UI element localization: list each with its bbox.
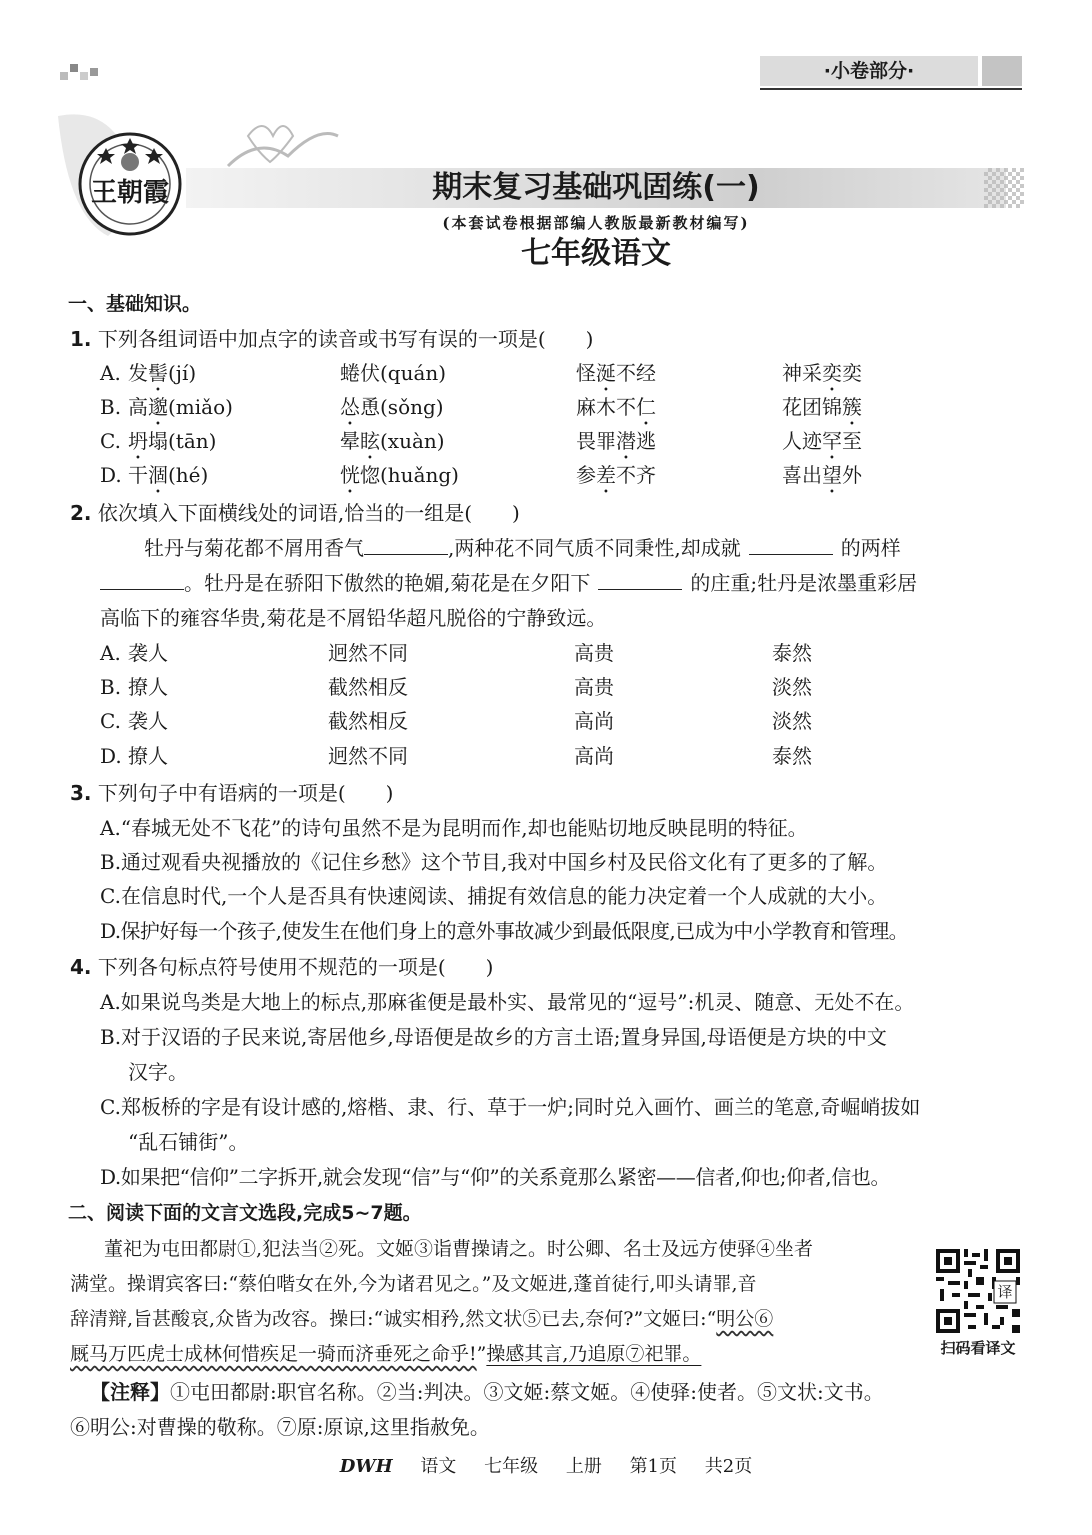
grade-subject: 七年级语文	[521, 236, 671, 271]
q4-option-b-line2: 汉字。	[128, 1060, 188, 1084]
q4-option-a[interactable]: A.如果说鸟类是大地上的标点,那麻雀便是最朴实、最常见的“逗号”:机灵、随意、无处不在。	[100, 990, 915, 1014]
qr-caption: 扫码看译文	[940, 1339, 1016, 1357]
dotted-char: 眩	[360, 429, 380, 453]
q2-stem: 2. 依次填入下面横线处的词语,恰当的一组是( )	[70, 501, 520, 525]
dotted-char: 奕	[822, 361, 842, 385]
publisher-logo	[78, 132, 182, 236]
dotted-char: 潜	[616, 429, 636, 453]
section-tag-bar	[760, 56, 1022, 86]
q3-option-c[interactable]: C.在信息时代,一个人是否具有快速阅读、捕捉有效信息的能力决定着一个人成就的大小。	[100, 884, 888, 908]
dotted-char: 望	[822, 463, 842, 487]
footer-code: DWH	[339, 1456, 393, 1477]
footer-page: 第1页	[629, 1456, 678, 1477]
fill-blank-2[interactable]	[749, 534, 833, 555]
q3-stem: 3. 下列句子中有语病的一项是( )	[70, 781, 394, 805]
footer-grade: 七年级	[484, 1456, 539, 1477]
q1-stem: 1. 下列各组词语中加点字的读音或书写有误的一项是( )	[70, 327, 594, 351]
dotted-char: 涸	[148, 463, 168, 487]
dotted-char: 坍	[128, 429, 148, 453]
footer-total: 共2页	[704, 1456, 753, 1477]
part1-heading: 一、基础知识。	[68, 293, 202, 315]
page-footer	[0, 1454, 1092, 1480]
q4-option-c-line2: “乱石铺街”。	[128, 1130, 249, 1154]
dotted-char: 差	[596, 463, 616, 487]
page-title: 期末复习基础巩固练(一)	[432, 170, 760, 205]
footer-term: 上册	[565, 1456, 602, 1477]
q2-passage-line2: 。牡丹是在骄阳下傲然的艳媚,菊花是在夕阳下 的庄重;牡丹是浓墨重彩居	[100, 566, 917, 600]
dotted-char: 邈	[148, 395, 168, 419]
logo-text: 王朝霞	[90, 178, 169, 208]
passage-line2: 满堂。操谓宾客曰:“蔡伯喈女在外,今为诸君见之。”及文姬进,蓬首徒行,叩头请罪,音	[70, 1273, 757, 1295]
fill-blank-3[interactable]	[100, 569, 184, 590]
qr-center-label: 译	[997, 1283, 1013, 1301]
section-tag: ·小卷部分·	[823, 60, 915, 82]
passage-line3: 辞清辩,旨甚酸哀,众皆为改容。操曰:“诚实相矜,然文状⑤已去,奈何?”文姬曰:“明公⑥	[70, 1308, 774, 1330]
dotted-char: 簇	[842, 395, 862, 419]
dotted-char: 涎	[596, 361, 616, 385]
q4-option-d[interactable]: D.如果把“信仰”二字拆开,就会发现“信”与“仰”的关系竟那么紧密——信者,仰也;仰者,信也。	[100, 1165, 891, 1189]
q2-passage-line3: 高临下的雍容华贵,菊花是不屑铅华超凡脱俗的宁静致远。	[100, 606, 607, 630]
notes-line2: ⑥明公:对曹操的敬称。⑦原:原谅,这里指赦免。	[70, 1415, 490, 1439]
qr-code[interactable]	[934, 1247, 1022, 1335]
q2-passage-line1: 牡丹与菊花都不屑用香气 ,两种花不同气质不同秉性,却成就 的两样	[144, 536, 901, 560]
dotted-char: 怂	[340, 395, 360, 419]
fill-blank-4[interactable]	[598, 569, 682, 590]
passage-line4: 厩马万匹虎士成林何惜疾足一骑而济垂死之命乎!”操感其言,乃追原⑦祀罪。	[70, 1343, 702, 1365]
q4-option-b-line1[interactable]: B.对于汉语的子民来说,寄居他乡,母语便是故乡的方言土语;置身异国,母语便是方块的中文	[100, 1025, 887, 1049]
q4-option-c-line1[interactable]: C.郑板桥的字是有设计感的,熔楷、隶、行、草于一炉;同时兑入画竹、画兰的笔意,奇崛峭拔如	[100, 1095, 921, 1119]
subtitle: (本套试卷根据部编人教版最新教材编写)	[442, 214, 750, 232]
q4-stem: 4. 下列各句标点符号使用不规范的一项是( )	[70, 955, 494, 979]
dotted-char: 罕	[822, 429, 842, 453]
header-rule	[760, 88, 1022, 90]
dotted-char: 髻	[148, 361, 168, 385]
dotted-char: 恍	[340, 463, 360, 487]
part2-heading: 二、阅读下面的文言文选段,完成5~7题。	[68, 1202, 422, 1224]
fill-blank-1[interactable]	[364, 534, 448, 555]
passage-line1: 董祀为屯田都尉①,犯法当②死。文姬③诣曹操请之。时公卿、名士及远方使驿④坐者	[104, 1238, 814, 1260]
corner-decoration	[60, 64, 100, 84]
q3-option-b[interactable]: B.通过观看央视播放的《记住乡愁》这个节目,我对中国乡村及民俗文化有了更多的了解。	[100, 850, 888, 874]
notes-line1: 【注释】①屯田都尉:职官名称。②当:判决。③文姬:蔡文姬。④使驿:使者。⑤文状:文书。	[90, 1380, 884, 1404]
q3-option-d[interactable]: D.保护好每一个孩子,使发生在他们身上的意外事故减少到最低限度,已成为中小学教育和管理。	[100, 919, 908, 943]
q3-option-a[interactable]: A.“春城无处不飞花”的诗句虽然不是为昆明而作,却也能贴切地反映昆明的特征。	[100, 816, 808, 840]
dotted-char: 仁	[636, 395, 656, 419]
footer-subject: 语文	[420, 1456, 457, 1477]
